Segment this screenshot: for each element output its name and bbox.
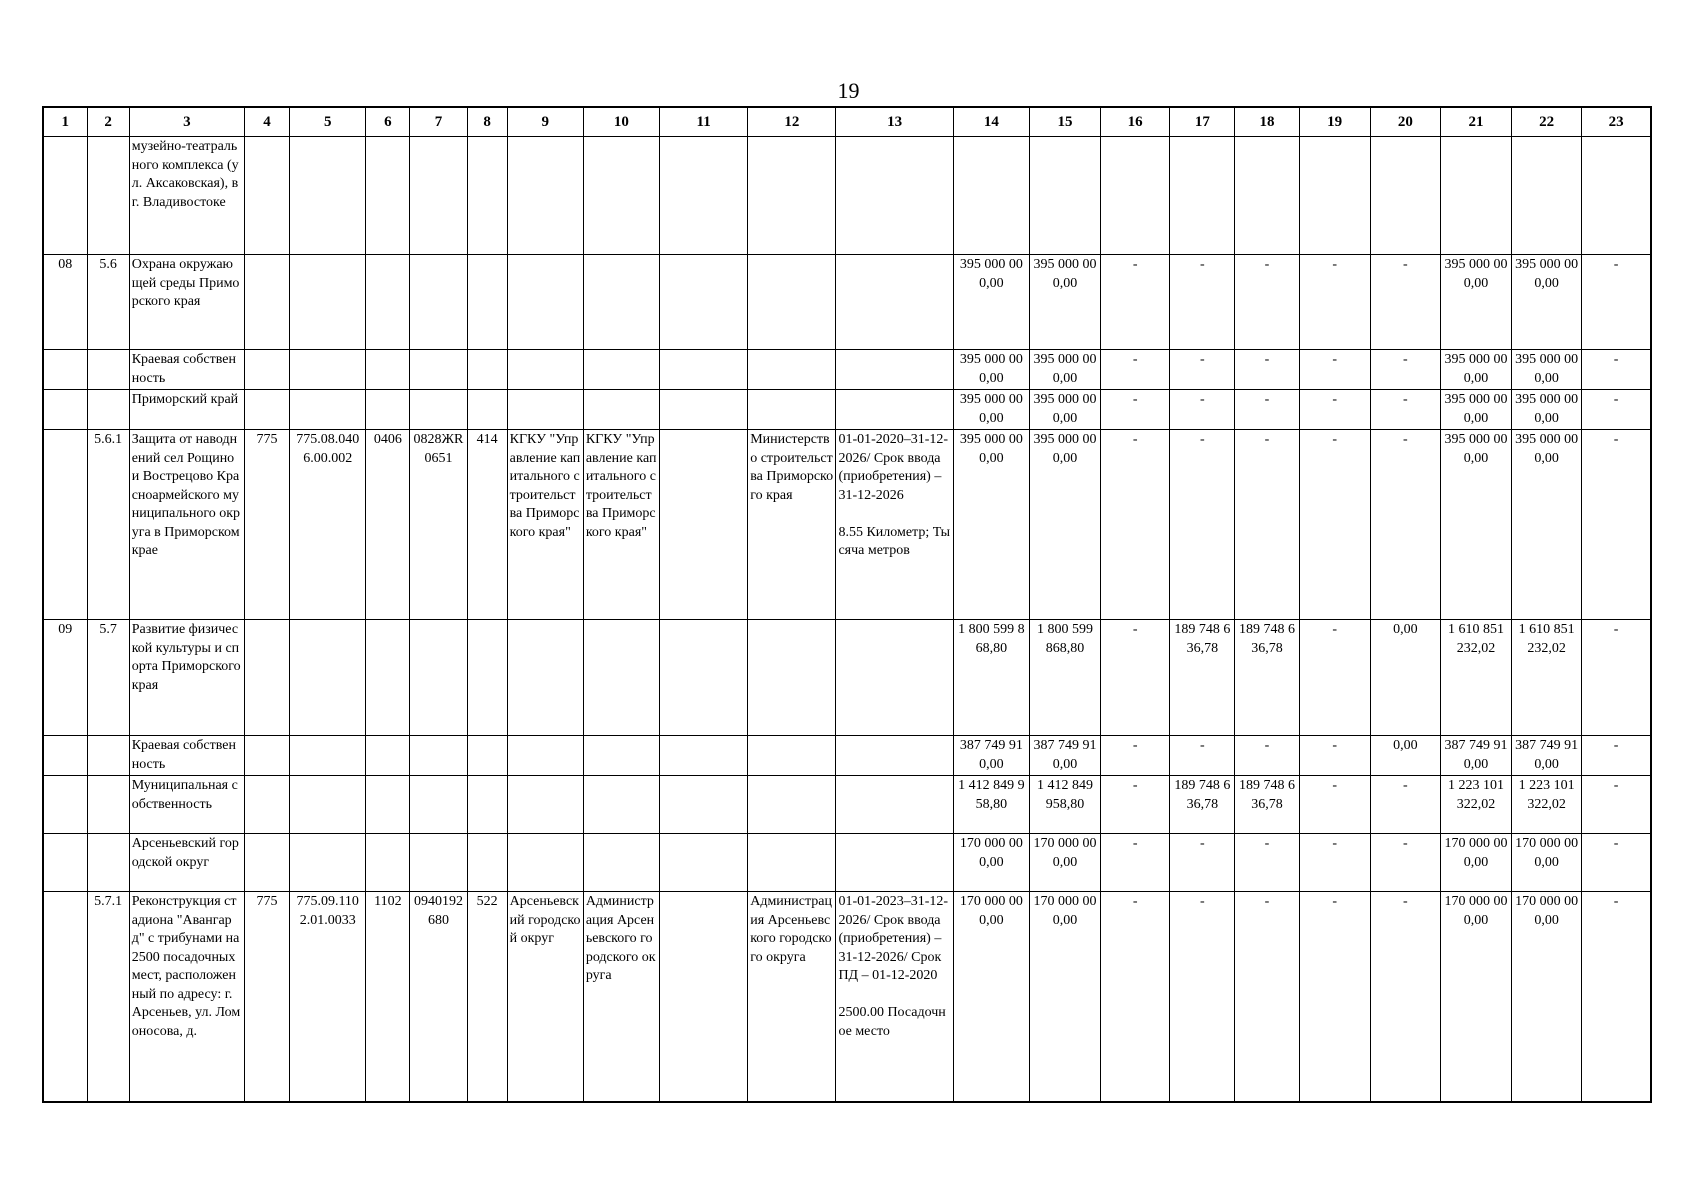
table-cell-col-16: - bbox=[1101, 834, 1170, 892]
table-cell-col-5 bbox=[290, 776, 366, 834]
column-header-6: 6 bbox=[366, 107, 410, 137]
header-row bbox=[43, 107, 1651, 137]
table-cell-col-8 bbox=[467, 137, 507, 255]
table-cell-col-10: Администрация Арсеньевского городского округа bbox=[583, 892, 659, 1102]
table-cell-col-10 bbox=[583, 620, 659, 736]
table-cell-col-15: 395 000 000,00 bbox=[1029, 350, 1100, 390]
table-cell-col-11 bbox=[660, 255, 748, 350]
table-cell-col-4 bbox=[244, 776, 289, 834]
table-cell-col-14 bbox=[953, 137, 1029, 255]
table-cell-col-1: 09 bbox=[43, 620, 87, 736]
table-cell-col-14: 170 000 000,00 bbox=[953, 834, 1029, 892]
table-cell-col-10 bbox=[583, 255, 659, 350]
table-cell-col-2 bbox=[87, 137, 129, 255]
table-cell-col-17 bbox=[1170, 137, 1235, 255]
page-number: 19 bbox=[837, 78, 860, 103]
table-cell-col-21: 395 000 000,00 bbox=[1440, 390, 1511, 430]
table-cell-col-19: - bbox=[1299, 390, 1370, 430]
table-cell-col-20: - bbox=[1370, 350, 1440, 390]
table-cell-col-5 bbox=[290, 620, 366, 736]
table-cell-col-15: 395 000 000,00 bbox=[1029, 390, 1100, 430]
table-row bbox=[43, 350, 1651, 390]
table-cell-col-8 bbox=[467, 620, 507, 736]
table-cell-col-21: 1 610 851 232,02 bbox=[1440, 620, 1511, 736]
table-cell-col-6 bbox=[366, 390, 410, 430]
table-cell-col-14: 395 000 000,00 bbox=[953, 430, 1029, 620]
table-cell-col-19: - bbox=[1299, 620, 1370, 736]
table-cell-col-20: - bbox=[1370, 430, 1440, 620]
table-cell-col-11 bbox=[660, 390, 748, 430]
table-cell-col-5 bbox=[290, 736, 366, 776]
table-cell-col-22: 395 000 000,00 bbox=[1512, 255, 1582, 350]
table-cell-col-18: - bbox=[1235, 736, 1299, 776]
table-cell-col-2: 5.6 bbox=[87, 255, 129, 350]
table-cell-col-4 bbox=[244, 137, 289, 255]
table-cell-col-14: 387 749 910,00 bbox=[953, 736, 1029, 776]
table-cell-col-17: - bbox=[1170, 390, 1235, 430]
table-cell-col-4: 775 bbox=[244, 892, 289, 1102]
table-cell-col-10 bbox=[583, 390, 659, 430]
table-cell-col-2 bbox=[87, 736, 129, 776]
table-cell-col-11 bbox=[660, 137, 748, 255]
table-cell-col-22 bbox=[1512, 137, 1582, 255]
column-header-14: 14 bbox=[953, 107, 1029, 137]
table-cell-col-18: - bbox=[1235, 255, 1299, 350]
table-cell-col-7 bbox=[410, 620, 467, 736]
table-cell-col-15: 170 000 000,00 bbox=[1029, 892, 1100, 1102]
table-cell-col-23: - bbox=[1582, 255, 1651, 350]
table-cell-col-6 bbox=[366, 620, 410, 736]
table-cell-col-12 bbox=[748, 137, 836, 255]
table-cell-col-9 bbox=[507, 390, 583, 430]
table-cell-col-4 bbox=[244, 834, 289, 892]
table-cell-col-17: - bbox=[1170, 430, 1235, 620]
table-cell-col-2: 5.7.1 bbox=[87, 892, 129, 1102]
table-cell-col-15: 395 000 000,00 bbox=[1029, 255, 1100, 350]
table-cell-col-16: - bbox=[1101, 255, 1170, 350]
column-header-8: 8 bbox=[467, 107, 507, 137]
table-cell-col-21: 395 000 000,00 bbox=[1440, 430, 1511, 620]
table-cell-col-3: Приморский край bbox=[129, 390, 244, 430]
table-row bbox=[43, 390, 1651, 430]
table-cell-col-14: 395 000 000,00 bbox=[953, 255, 1029, 350]
table-cell-col-8: 414 bbox=[467, 430, 507, 620]
table-cell-col-5 bbox=[290, 390, 366, 430]
table-cell-col-16 bbox=[1101, 137, 1170, 255]
table-cell-col-9 bbox=[507, 736, 583, 776]
table-cell-col-2: 5.7 bbox=[87, 620, 129, 736]
table-cell-col-7: 0828ЖR0651 bbox=[410, 430, 467, 620]
table-cell-col-14: 395 000 000,00 bbox=[953, 390, 1029, 430]
table-cell-col-17: - bbox=[1170, 736, 1235, 776]
column-header-16: 16 bbox=[1101, 107, 1170, 137]
table-cell-col-2 bbox=[87, 834, 129, 892]
column-header-9: 9 bbox=[507, 107, 583, 137]
table-cell-col-20: - bbox=[1370, 834, 1440, 892]
table-row bbox=[43, 736, 1651, 776]
table-cell-col-3: Защита от наводнений сел Рощино и Вострецово Красноармейского муниципального округа в Приморском крае bbox=[129, 430, 244, 620]
table-cell-col-19: - bbox=[1299, 892, 1370, 1102]
column-header-20: 20 bbox=[1370, 107, 1440, 137]
table-cell-col-22: 387 749 910,00 bbox=[1512, 736, 1582, 776]
table-row bbox=[43, 776, 1651, 834]
table-cell-col-15: 395 000 000,00 bbox=[1029, 430, 1100, 620]
table-cell-col-20 bbox=[1370, 137, 1440, 255]
table-cell-col-13 bbox=[836, 776, 953, 834]
table-cell-col-16: - bbox=[1101, 430, 1170, 620]
table-cell-col-8 bbox=[467, 390, 507, 430]
column-header-18: 18 bbox=[1235, 107, 1299, 137]
column-header-2: 2 bbox=[87, 107, 129, 137]
table-cell-col-8 bbox=[467, 350, 507, 390]
table-cell-col-6 bbox=[366, 736, 410, 776]
table-cell-col-14: 395 000 000,00 bbox=[953, 350, 1029, 390]
table-cell-col-9: Арсеньевский городской округ bbox=[507, 892, 583, 1102]
table-cell-col-23: - bbox=[1582, 776, 1651, 834]
table-cell-col-23 bbox=[1582, 137, 1651, 255]
table-cell-col-2 bbox=[87, 350, 129, 390]
table-cell-col-19: - bbox=[1299, 430, 1370, 620]
table-cell-col-6 bbox=[366, 137, 410, 255]
column-header-21: 21 bbox=[1440, 107, 1511, 137]
table-row bbox=[43, 137, 1651, 255]
column-header-3: 3 bbox=[129, 107, 244, 137]
table-cell-col-19: - bbox=[1299, 736, 1370, 776]
table-cell-col-15 bbox=[1029, 137, 1100, 255]
table-cell-col-18: 189 748 636,78 bbox=[1235, 776, 1299, 834]
table-cell-col-2: 5.6.1 bbox=[87, 430, 129, 620]
table-cell-col-21 bbox=[1440, 137, 1511, 255]
table-cell-col-18: - bbox=[1235, 350, 1299, 390]
table-cell-col-12 bbox=[748, 834, 836, 892]
column-header-12: 12 bbox=[748, 107, 836, 137]
table-cell-col-1 bbox=[43, 776, 87, 834]
table-cell-col-1 bbox=[43, 137, 87, 255]
table-cell-col-4: 775 bbox=[244, 430, 289, 620]
table-cell-col-9 bbox=[507, 620, 583, 736]
column-header-23: 23 bbox=[1582, 107, 1651, 137]
table-cell-col-5 bbox=[290, 255, 366, 350]
table-cell-col-15: 170 000 000,00 bbox=[1029, 834, 1100, 892]
table-cell-col-17: - bbox=[1170, 834, 1235, 892]
table-row bbox=[43, 255, 1651, 350]
table-cell-col-17: - bbox=[1170, 255, 1235, 350]
table-cell-col-12 bbox=[748, 736, 836, 776]
table-cell-col-6: 1102 bbox=[366, 892, 410, 1102]
table-cell-col-21: 170 000 000,00 bbox=[1440, 834, 1511, 892]
table-cell-col-11 bbox=[660, 736, 748, 776]
table-cell-col-20: 0,00 bbox=[1370, 736, 1440, 776]
table-row bbox=[43, 892, 1651, 1102]
table-cell-col-23: - bbox=[1582, 430, 1651, 620]
table-cell-col-17: - bbox=[1170, 350, 1235, 390]
table-cell-col-5 bbox=[290, 350, 366, 390]
table-cell-col-10 bbox=[583, 137, 659, 255]
table-cell-col-13 bbox=[836, 390, 953, 430]
table-cell-col-1 bbox=[43, 350, 87, 390]
table-cell-col-21: 387 749 910,00 bbox=[1440, 736, 1511, 776]
table-cell-col-5: 775.08.0406.00.002 bbox=[290, 430, 366, 620]
table-cell-col-14: 1 412 849 958,80 bbox=[953, 776, 1029, 834]
table-cell-col-20: - bbox=[1370, 390, 1440, 430]
table-cell-col-12 bbox=[748, 620, 836, 736]
table-cell-col-22: 1 610 851 232,02 bbox=[1512, 620, 1582, 736]
table-cell-col-22: 1 223 101 322,02 bbox=[1512, 776, 1582, 834]
table-cell-col-12: Администрация Арсеньевского городского округа bbox=[748, 892, 836, 1102]
table-cell-col-1 bbox=[43, 430, 87, 620]
table-cell-col-7 bbox=[410, 776, 467, 834]
table-cell-col-15: 1 800 599 868,80 bbox=[1029, 620, 1100, 736]
table-cell-col-16: - bbox=[1101, 776, 1170, 834]
table-cell-col-22: 395 000 000,00 bbox=[1512, 350, 1582, 390]
table-cell-col-9: КГКУ "Управление капитального строительства Приморского края" bbox=[507, 430, 583, 620]
table-cell-col-5 bbox=[290, 834, 366, 892]
table-cell-col-23: - bbox=[1582, 736, 1651, 776]
table-cell-col-23: - bbox=[1582, 390, 1651, 430]
table-cell-col-6: 0406 bbox=[366, 430, 410, 620]
table-cell-col-10: КГКУ "Управление капитального строительства Приморского края" bbox=[583, 430, 659, 620]
table-cell-col-17: 189 748 636,78 bbox=[1170, 776, 1235, 834]
table-cell-col-3: Краевая собственность bbox=[129, 736, 244, 776]
table-cell-col-8 bbox=[467, 255, 507, 350]
table-cell-col-13 bbox=[836, 834, 953, 892]
table-cell-col-21: 395 000 000,00 bbox=[1440, 255, 1511, 350]
table-cell-col-6 bbox=[366, 776, 410, 834]
table-cell-col-18: - bbox=[1235, 390, 1299, 430]
column-header-19: 19 bbox=[1299, 107, 1370, 137]
table-cell-col-5: 775.09.1102.01.0033 bbox=[290, 892, 366, 1102]
table-cell-col-4 bbox=[244, 736, 289, 776]
table-cell-col-19: - bbox=[1299, 350, 1370, 390]
table-cell-col-16: - bbox=[1101, 620, 1170, 736]
table-cell-col-8 bbox=[467, 834, 507, 892]
table-cell-col-19: - bbox=[1299, 255, 1370, 350]
table-cell-col-6 bbox=[366, 834, 410, 892]
table-cell-col-17: 189 748 636,78 bbox=[1170, 620, 1235, 736]
table-cell-col-12: Министерство строительства Приморского края bbox=[748, 430, 836, 620]
table-cell-col-7 bbox=[410, 137, 467, 255]
table-cell-col-20: - bbox=[1370, 892, 1440, 1102]
table-cell-col-12 bbox=[748, 350, 836, 390]
table-cell-col-3: Краевая собственность bbox=[129, 350, 244, 390]
column-header-7: 7 bbox=[410, 107, 467, 137]
table-cell-col-16: - bbox=[1101, 736, 1170, 776]
table-cell-col-16: - bbox=[1101, 390, 1170, 430]
table-cell-col-8: 522 bbox=[467, 892, 507, 1102]
table-cell-col-10 bbox=[583, 834, 659, 892]
table-cell-col-22: 395 000 000,00 bbox=[1512, 390, 1582, 430]
table-cell-col-23: - bbox=[1582, 892, 1651, 1102]
table-cell-col-18: - bbox=[1235, 430, 1299, 620]
table-cell-col-1: 08 bbox=[43, 255, 87, 350]
table-cell-col-13: 01-01-2020–31-12-2026/ Срок ввода (приобретения) – 31-12-2026 8.55 Километр; Тысяча метров bbox=[836, 430, 953, 620]
table-cell-col-16: - bbox=[1101, 892, 1170, 1102]
table-cell-col-13 bbox=[836, 736, 953, 776]
budget-table bbox=[42, 106, 1652, 1103]
column-header-11: 11 bbox=[660, 107, 748, 137]
table-cell-col-13 bbox=[836, 620, 953, 736]
table-cell-col-13: 01-01-2023–31-12-2026/ Срок ввода (приобретения) – 31-12-2026/ Срок ПД – 01-12-2020 2500.00 Посадочное место bbox=[836, 892, 953, 1102]
table-cell-col-4 bbox=[244, 620, 289, 736]
table-cell-col-3: Арсеньевский городской округ bbox=[129, 834, 244, 892]
table-cell-col-14: 1 800 599 868,80 bbox=[953, 620, 1029, 736]
table-cell-col-9 bbox=[507, 776, 583, 834]
table-cell-col-18: - bbox=[1235, 892, 1299, 1102]
table-cell-col-22: 170 000 000,00 bbox=[1512, 834, 1582, 892]
table-cell-col-12 bbox=[748, 255, 836, 350]
table-cell-col-11 bbox=[660, 620, 748, 736]
table-cell-col-18 bbox=[1235, 137, 1299, 255]
table-cell-col-13 bbox=[836, 137, 953, 255]
table-cell-col-11 bbox=[660, 834, 748, 892]
table-cell-col-3: музейно-театрального комплекса (ул. Аксаковская), в г. Владивостоке bbox=[129, 137, 244, 255]
table-cell-col-3: Муниципальная собственность bbox=[129, 776, 244, 834]
table-cell-col-7 bbox=[410, 390, 467, 430]
table-cell-col-13 bbox=[836, 255, 953, 350]
table-cell-col-11 bbox=[660, 776, 748, 834]
table-cell-col-6 bbox=[366, 350, 410, 390]
table-cell-col-8 bbox=[467, 736, 507, 776]
table-cell-col-3: Реконструкция стадиона "Авангард" с трибунами на 2500 посадочных мест, расположенный по адресу: г.Арсеньев, ул. Ломоносова, д. bbox=[129, 892, 244, 1102]
column-header-4: 4 bbox=[244, 107, 289, 137]
column-header-15: 15 bbox=[1029, 107, 1100, 137]
table-cell-col-22: 395 000 000,00 bbox=[1512, 430, 1582, 620]
column-header-22: 22 bbox=[1512, 107, 1582, 137]
table-cell-col-21: 395 000 000,00 bbox=[1440, 350, 1511, 390]
table-cell-col-11 bbox=[660, 350, 748, 390]
table-cell-col-21: 1 223 101 322,02 bbox=[1440, 776, 1511, 834]
table-cell-col-23: - bbox=[1582, 620, 1651, 736]
table-cell-col-7 bbox=[410, 736, 467, 776]
table-cell-col-1 bbox=[43, 834, 87, 892]
table-cell-col-9 bbox=[507, 137, 583, 255]
table-cell-col-15: 387 749 910,00 bbox=[1029, 736, 1100, 776]
table-cell-col-19: - bbox=[1299, 776, 1370, 834]
table-cell-col-10 bbox=[583, 776, 659, 834]
table-cell-col-20: - bbox=[1370, 776, 1440, 834]
table-cell-col-20: - bbox=[1370, 255, 1440, 350]
table-cell-col-13 bbox=[836, 350, 953, 390]
table-cell-col-11 bbox=[660, 892, 748, 1102]
table-row bbox=[43, 620, 1651, 736]
table-cell-col-7: 0940192680 bbox=[410, 892, 467, 1102]
column-header-13: 13 bbox=[836, 107, 953, 137]
table-cell-col-3: Развитие физической культуры и спорта Приморского края bbox=[129, 620, 244, 736]
table-cell-col-5 bbox=[290, 137, 366, 255]
column-header-17: 17 bbox=[1170, 107, 1235, 137]
table-cell-col-3: Охрана окружающей среды Приморского края bbox=[129, 255, 244, 350]
table-row bbox=[43, 834, 1651, 892]
column-header-1: 1 bbox=[43, 107, 87, 137]
table-cell-col-12 bbox=[748, 776, 836, 834]
table-cell-col-12 bbox=[748, 390, 836, 430]
table-cell-col-7 bbox=[410, 834, 467, 892]
table-cell-col-22: 170 000 000,00 bbox=[1512, 892, 1582, 1102]
table-cell-col-15: 1 412 849 958,80 bbox=[1029, 776, 1100, 834]
table-cell-col-4 bbox=[244, 350, 289, 390]
table-cell-col-18: - bbox=[1235, 834, 1299, 892]
table-cell-col-18: 189 748 636,78 bbox=[1235, 620, 1299, 736]
table-cell-col-11 bbox=[660, 430, 748, 620]
table-cell-col-10 bbox=[583, 736, 659, 776]
table-cell-col-7 bbox=[410, 350, 467, 390]
table-cell-col-16: - bbox=[1101, 350, 1170, 390]
table-row bbox=[43, 430, 1651, 620]
table-cell-col-7 bbox=[410, 255, 467, 350]
table-cell-col-8 bbox=[467, 776, 507, 834]
table-cell-col-2 bbox=[87, 390, 129, 430]
table-cell-col-14: 170 000 000,00 bbox=[953, 892, 1029, 1102]
table-cell-col-20: 0,00 bbox=[1370, 620, 1440, 736]
table-cell-col-19: - bbox=[1299, 834, 1370, 892]
table-cell-col-6 bbox=[366, 255, 410, 350]
table-cell-col-10 bbox=[583, 350, 659, 390]
table-cell-col-1 bbox=[43, 390, 87, 430]
table-cell-col-1 bbox=[43, 736, 87, 776]
table-cell-col-23: - bbox=[1582, 350, 1651, 390]
table-cell-col-9 bbox=[507, 834, 583, 892]
table-cell-col-1 bbox=[43, 892, 87, 1102]
table-cell-col-9 bbox=[507, 350, 583, 390]
column-header-10: 10 bbox=[583, 107, 659, 137]
table-cell-col-17: - bbox=[1170, 892, 1235, 1102]
table-cell-col-4 bbox=[244, 255, 289, 350]
table-cell-col-19 bbox=[1299, 137, 1370, 255]
table-cell-col-23: - bbox=[1582, 834, 1651, 892]
table-cell-col-9 bbox=[507, 255, 583, 350]
table-cell-col-2 bbox=[87, 776, 129, 834]
table-cell-col-21: 170 000 000,00 bbox=[1440, 892, 1511, 1102]
column-header-5: 5 bbox=[290, 107, 366, 137]
table-cell-col-4 bbox=[244, 390, 289, 430]
